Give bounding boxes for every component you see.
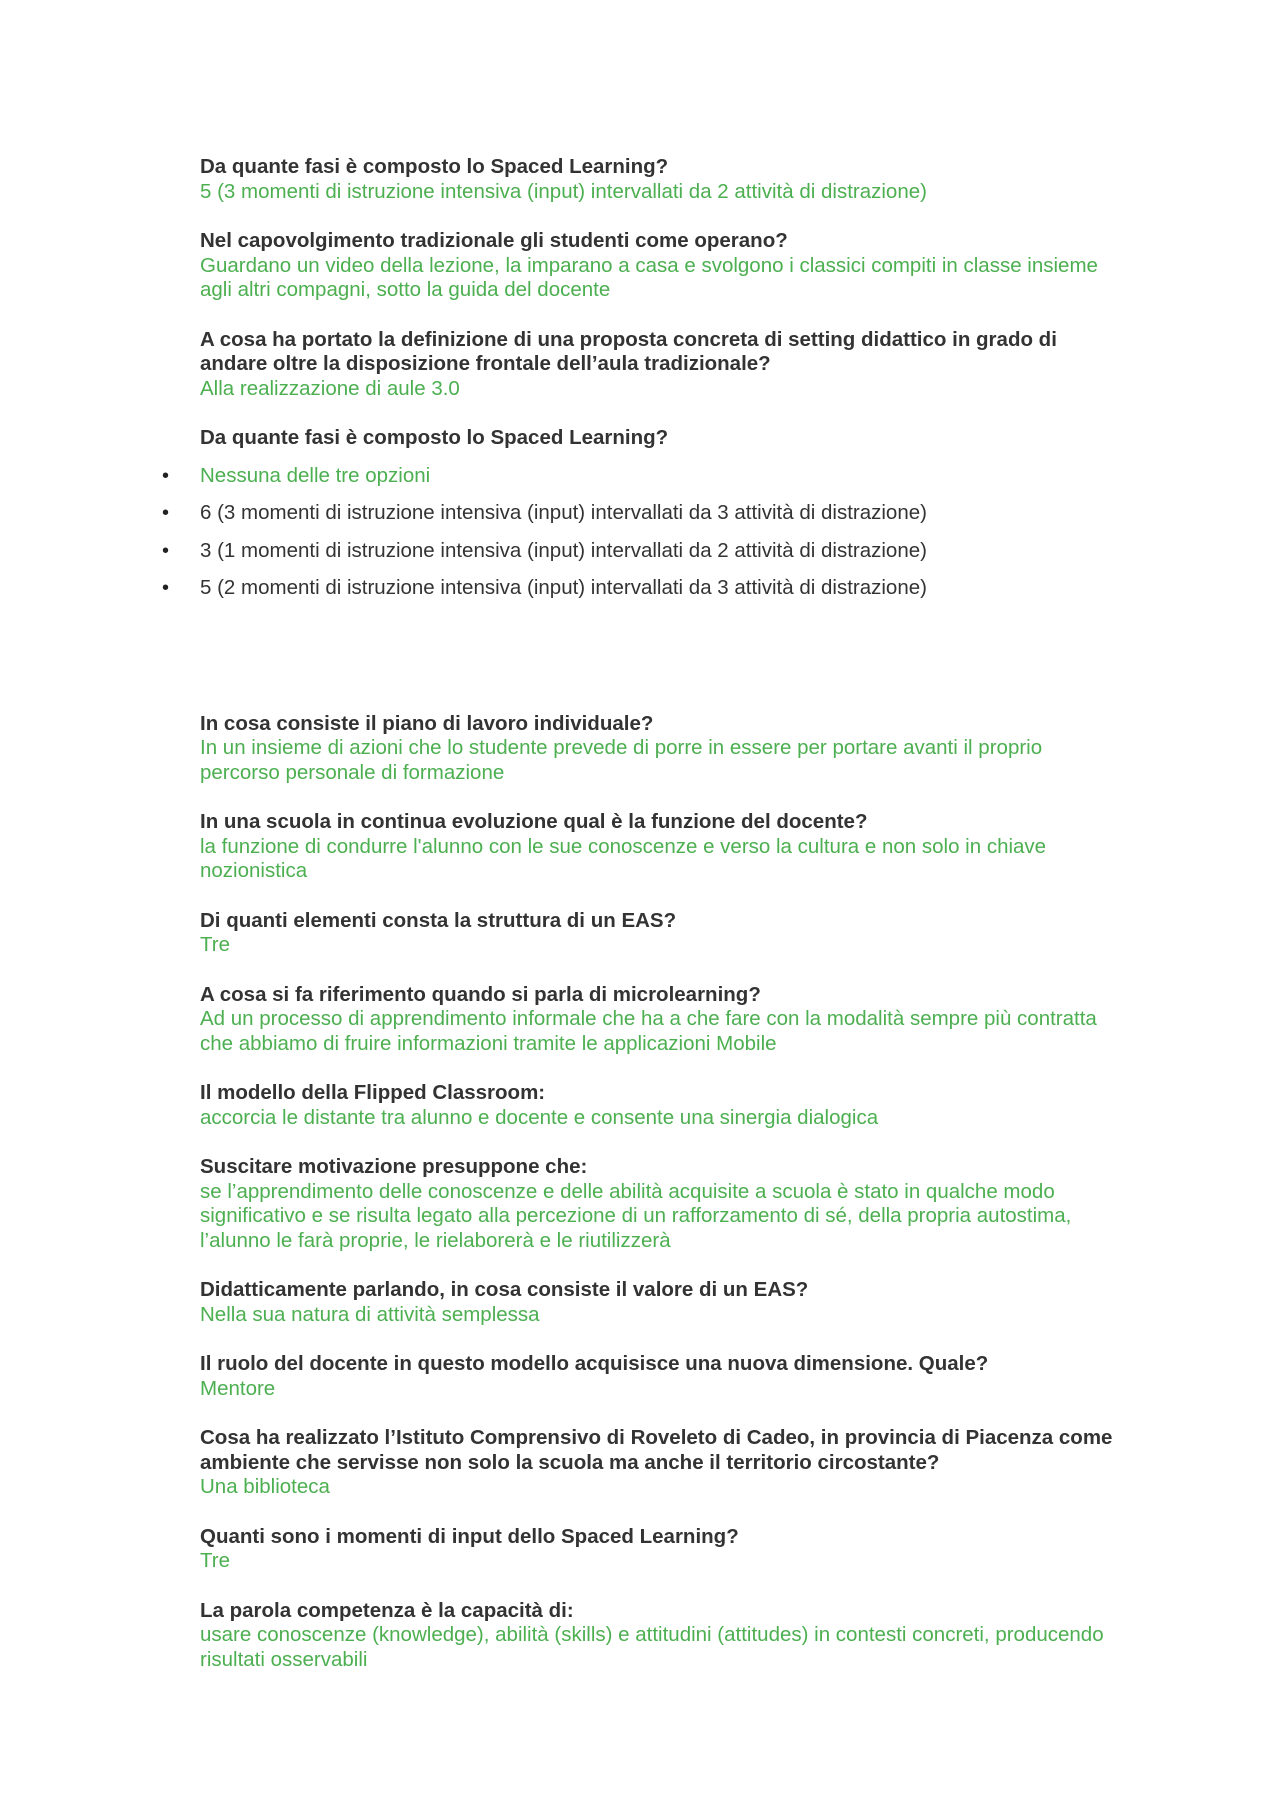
options-list: [162, 463, 1165, 601]
qa-block: [200, 1081, 1165, 1130]
qa-block: [200, 328, 1165, 402]
answer-text: significativo e se risulta legato alla percezione di un rafforzamento di sé, della propria autostima,: [200, 1204, 1072, 1227]
answer-text: percorso personale di formazione: [200, 760, 505, 784]
qa-block: [200, 909, 1165, 958]
option-text: 5 (2 momenti di istruzione intensiva (input) intervallati da 3 attività di distrazione): [200, 576, 927, 599]
qa-block: [200, 810, 1165, 884]
question-text: In cosa consiste il piano di lavoro individuale?: [200, 711, 654, 735]
answer-text: che abbiamo di fruire informazioni tramite le applicazioni Mobile: [200, 1031, 777, 1055]
answer-text: In un insieme di azioni che lo studente prevede di porre in essere per portare avanti il proprio: [200, 736, 1043, 759]
qa-section: [200, 712, 1165, 1673]
qa-block: [200, 983, 1165, 1057]
multiple-choice-block: [162, 426, 1165, 601]
qa-block: [200, 1352, 1165, 1401]
bullet-icon: •: [162, 577, 170, 599]
answer-text: la funzione di condurre l'alunno con le sue conoscenze e verso la cultura e non solo in chiave: [200, 834, 1047, 858]
answer-text: risultati osservabili: [200, 1647, 368, 1671]
question-text: Da quante fasi è composto lo Spaced Learning?: [200, 426, 669, 449]
bullet-icon: •: [162, 539, 170, 562]
question-text: andare oltre la disposizione frontale dell’aula tradizionale?: [200, 352, 771, 375]
bullet-icon: •: [162, 502, 170, 524]
option-text: Nessuna delle tre opzioni: [200, 463, 431, 487]
question-text: A cosa si fa riferimento quando si parla di microlearning?: [200, 982, 761, 1006]
question-text: A cosa ha portato la definizione di una proposta concreta di setting didattico in grado di: [200, 327, 1057, 351]
answer-text: se l’apprendimento delle conoscenze e delle abilità acquisite a scuola è stato in qualche modo: [200, 1179, 1055, 1203]
answer-text: Alla realizzazione di aule 3.0: [200, 376, 460, 400]
question-text: Nel capovolgimento tradizionale gli studenti come operano?: [200, 229, 788, 252]
answer-text: Guardano un video della lezione, la imparano a casa e svolgono i classici compiti in classe insieme: [200, 253, 1098, 277]
question-text: Da quante fasi è composto lo Spaced Learning?: [200, 155, 669, 178]
qa-block: [200, 155, 1165, 204]
qa-block: [200, 1426, 1165, 1500]
question-text: Il modello della Flipped Classroom:: [200, 1081, 546, 1104]
document-page: [162, 155, 1165, 1697]
option-text: 3 (1 momenti di istruzione intensiva (input) intervallati da 2 attività di distrazione): [200, 538, 927, 562]
option-item-correct: [162, 463, 1165, 489]
answer-text: accorcia le distante tra alunno e docente e consente una sinergia dialogica: [200, 1105, 879, 1129]
question-text: Quanti sono i momenti di input dello Spaced Learning?: [200, 1524, 739, 1548]
qa-block: [200, 712, 1165, 786]
qa-block: [200, 1599, 1165, 1673]
answer-text: Tre: [200, 1549, 230, 1572]
qa-block: [200, 1278, 1165, 1327]
option-item: [162, 576, 1165, 601]
question-text: Di quanti elementi consta la struttura di un EAS?: [200, 908, 677, 932]
answer-text: nozionistica: [200, 859, 308, 882]
bullet-icon: •: [162, 464, 170, 487]
question-text: La parola competenza è la capacità di:: [200, 1598, 574, 1622]
answer-text: Nella sua natura di attività semplessa: [200, 1302, 540, 1326]
option-text: 6 (3 momenti di istruzione intensiva (input) intervallati da 3 attività di distrazione): [200, 501, 927, 524]
section-gap: [200, 626, 1165, 712]
question-text: ambiente che servisse non solo la scuola ma anche il territorio circostante?: [200, 1450, 940, 1474]
answer-text: l’alunno le farà proprie, le rielaborerà e le riutilizzerà: [200, 1228, 671, 1252]
question-text: Suscitare motivazione presuppone che:: [200, 1155, 588, 1178]
qa-block: [200, 229, 1165, 303]
qa-block: [200, 1525, 1165, 1574]
answer-text: 5 (3 momenti di istruzione intensiva (input) intervallati da 2 attività di distrazione): [200, 179, 927, 203]
answer-text: Mentore: [200, 1376, 276, 1400]
answer-text: Tre: [200, 933, 230, 956]
question-text: Didatticamente parlando, in cosa consiste il valore di un EAS?: [200, 1278, 809, 1301]
option-item: [162, 538, 1165, 564]
question-text: Cosa ha realizzato l’Istituto Comprensivo di Roveleto di Cadeo, in provincia di Piacenza come: [200, 1426, 1113, 1449]
answer-text: Una biblioteca: [200, 1475, 330, 1498]
answer-text: usare conoscenze (knowledge), abilità (skills) e attitudini (attitudes) in contesti concreti, producendo: [200, 1623, 1104, 1646]
qa-block: [200, 1155, 1165, 1253]
option-item: [162, 501, 1165, 526]
answer-text: Ad un processo di apprendimento informale che ha a che fare con la modalità sempre più contratta: [200, 1007, 1097, 1030]
question-text: In una scuola in continua evoluzione qual è la funzione del docente?: [200, 810, 868, 833]
answer-text: agli altri compagni, sotto la guida del docente: [200, 278, 611, 301]
question-text: Il ruolo del docente in questo modello acquisisce una nuova dimensione. Quale?: [200, 1352, 989, 1375]
